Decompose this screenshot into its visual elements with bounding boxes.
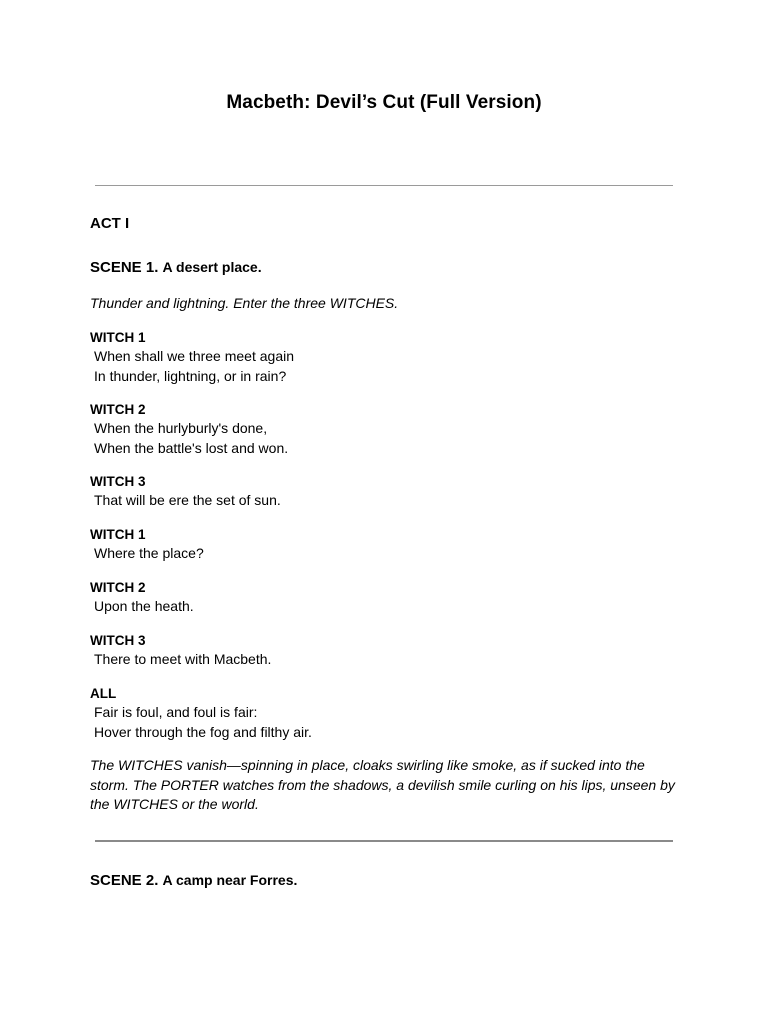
speech-line: When shall we three meet again: [94, 348, 294, 364]
speech-block: [90, 329, 294, 386]
title-divider: [95, 185, 673, 186]
scene-divider: [95, 840, 673, 842]
speech-line: Where the place?: [94, 545, 204, 561]
speech-block: [90, 632, 271, 670]
speaker-name: WITCH 1: [90, 330, 146, 345]
speech-line: Fair is foul, and foul is fair:: [94, 704, 258, 720]
speech-block: [90, 526, 204, 564]
scene-1-heading: [90, 259, 262, 276]
speaker-name: WITCH 2: [90, 580, 146, 595]
speaker-name: WITCH 3: [90, 474, 146, 489]
speech-line: There to meet with Macbeth.: [94, 651, 272, 667]
speech-line: When the hurlyburly's done,: [94, 420, 268, 436]
speaker-name: WITCH 3: [90, 633, 146, 648]
document-title: Macbeth: Devil’s Cut (Full Version): [226, 92, 542, 113]
scene-2-number: SCENE 2.: [90, 872, 159, 889]
speech-line: Hover through the fog and filthy air.: [94, 723, 312, 740]
speech-line: When the battle's lost and won.: [94, 439, 289, 456]
scene-1-place: A desert place.: [162, 259, 262, 275]
speech-block: [90, 401, 288, 458]
speaker-name: WITCH 1: [90, 527, 146, 542]
scene-2-heading: [90, 872, 297, 889]
speaker-name: ALL: [90, 686, 117, 701]
speech-block: [90, 685, 312, 742]
scene-1-number: SCENE 1.: [90, 259, 159, 276]
scene-1-opening-direction: Thunder and lightning. Enter the three WITCHES.: [90, 295, 399, 311]
speech-block: [90, 579, 194, 617]
speech-block: [90, 473, 281, 511]
speech-line: That will be ere the set of sun.: [94, 492, 281, 508]
speech-line: In thunder, lightning, or in rain?: [94, 367, 287, 384]
scene-1-closing-direction: The WITCHES vanish—spinning in place, cloaks swirling like smoke, as if sucked into the storm. The PORTER watches from the shadows, a devilish smile curling on his lips, unseen by the WITCHES or the world.: [90, 757, 675, 812]
speaker-name: WITCH 2: [90, 402, 146, 417]
speech-line: Upon the heath.: [94, 598, 194, 614]
act-heading: ACT I: [90, 215, 130, 232]
scene-2-place: A camp near Forres.: [162, 872, 298, 888]
